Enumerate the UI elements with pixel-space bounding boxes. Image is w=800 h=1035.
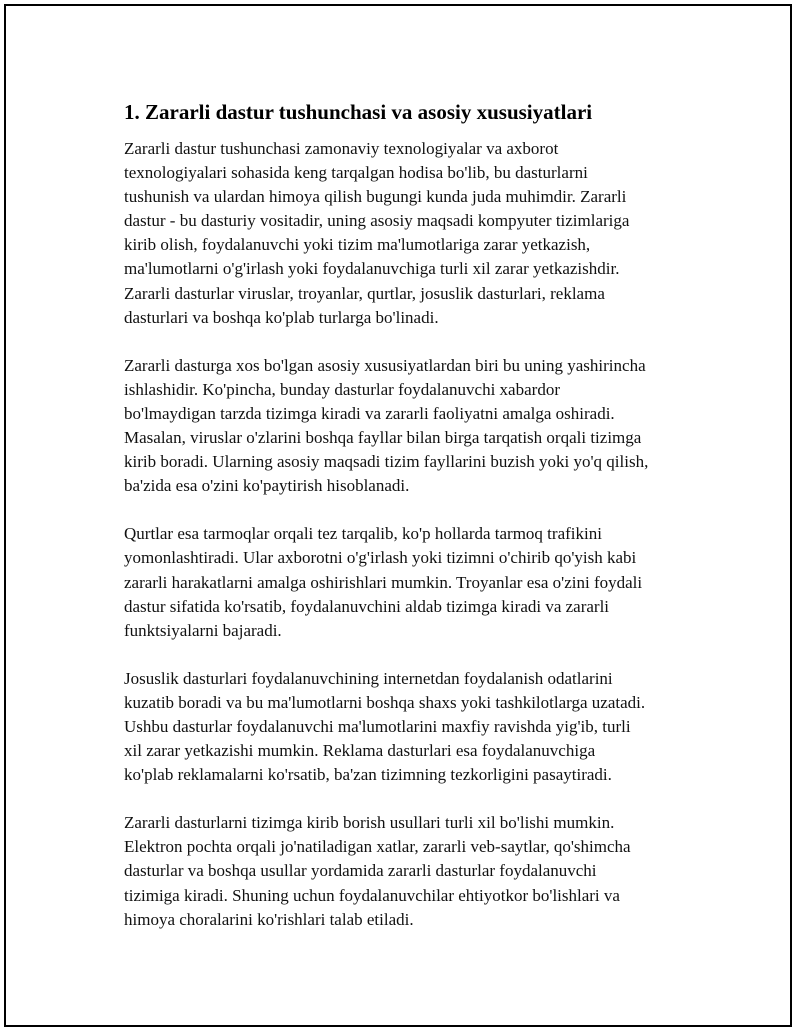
paragraph-line: kirib olish, foydalanuvchi yoki tizim ma'lumotlariga zarar yetkazish, (124, 235, 591, 255)
document-body (124, 99, 724, 956)
paragraph-line: kuzatib boradi va bu ma'lumotlarni boshqa shaxs yoki tashkilotlarga uzatadi. (124, 692, 646, 712)
paragraph-line: ba'zida esa o'zini ko'paytirish hisoblanadi. (124, 476, 410, 496)
paragraph (124, 811, 724, 931)
paragraph-line: texnologiyalari sohasida keng tarqalgan hodisa bo'lib, bu dasturlarni (124, 163, 588, 183)
paragraph-line: Ushbu dasturlar foydalanuvchi ma'lumotlarini maxfiy ravishda yig'ib, turli (124, 716, 631, 736)
paragraph-line: funktsiyalarni bajaradi. (124, 620, 282, 640)
paragraph-line: Zararli dastur tushunchasi zamonaviy texnologiyalar va axborot (124, 139, 559, 158)
paragraph-line: Elektron pochta orqali jo'natiladigan xatlar, zararli veb-saytlar, qo'shimcha (124, 837, 631, 857)
paragraphs-container (124, 137, 724, 932)
paragraph (124, 522, 724, 642)
paragraph-line: kirib boradi. Ularning asosiy maqsadi tizim fayllarini buzish yoki yo'q qilish, (124, 452, 649, 472)
paragraph-line: dasturlari va boshqa ko'plab turlarga bo'linadi. (124, 307, 439, 327)
paragraph-line: yomonlashtiradi. Ular axborotni o'g'irlash yoki tizimni o'chirib qo'yish kabi (124, 548, 637, 568)
paragraph-line: xil zarar yetkazishi mumkin. Reklama dasturlari esa foydalanuvchiga (124, 741, 596, 761)
paragraph-line: ishlashidir. Ko'pincha, bunday dasturlar foydalanuvchi xabardor (124, 379, 560, 399)
paragraph-line: zararli harakatlarni amalga oshirishlari mumkin. Troyanlar esa o'zini foydali (124, 572, 643, 592)
paragraph-line: tizimiga kiradi. Shuning uchun foydalanuvchilar ehtiyotkor bo'lishlari va (124, 885, 620, 905)
paragraph-line: dastur sifatida ko'rsatib, foydalanuvchini aldab tizimga kiradi va zararli (124, 596, 610, 616)
paragraph-line: dastur - bu dasturiy vositadir, uning asosiy maqsadi kompyuter tizimlariga (124, 211, 630, 231)
paragraph-line: ko'plab reklamalarni ko'rsatib, ba'zan tizimning tezkorligini pasaytiradi. (124, 765, 612, 785)
paragraph-line: Zararli dasturga xos bo'lgan asosiy xususiyatlardan biri bu uning yashirincha (124, 355, 646, 375)
paragraph (124, 354, 724, 499)
paragraph-line: dasturlar va boshqa usullar yordamida zararli dasturlar foydalanuvchi (124, 861, 597, 881)
paragraph-line: tushunish va ulardan himoya qilish bugungi kunda juda muhimdir. Zararli (124, 187, 627, 207)
paragraph-line: himoya choralarini ko'rishlari talab etiladi. (124, 909, 414, 929)
paragraph-line: bo'lmaydigan tarzda tizimga kiradi va zararli faoliyatni amalga oshiradi. (124, 403, 615, 423)
paragraph (124, 137, 724, 330)
paragraph-line: Zararli dasturlar viruslar, troyanlar, qurtlar, josuslik dasturlari, reklama (124, 283, 605, 303)
paragraph-line: Josuslik dasturlari foydalanuvchining internetdan foydalanish odatlarini (124, 668, 613, 688)
paragraph-line: Qurtlar esa tarmoqlar orqali tez tarqalib, ko'p hollarda tarmoq trafikini (124, 524, 602, 544)
page-frame (4, 4, 792, 1027)
section-heading: 1. Zararli dastur tushunchasi va asosiy xususiyatlari (124, 100, 593, 124)
paragraph-line: Zararli dasturlarni tizimga kirib borish usullari turli xil bo'lishi mumkin. (124, 813, 615, 833)
paragraph (124, 667, 724, 787)
paragraph-line: ma'lumotlarni o'g'irlash yoki foydalanuvchiga turli xil zarar yetkazishdir. (124, 259, 620, 279)
paragraph-line: Masalan, viruslar o'zlarini boshqa fayllar bilan birga tarqatish orqali tizimga (124, 428, 642, 448)
